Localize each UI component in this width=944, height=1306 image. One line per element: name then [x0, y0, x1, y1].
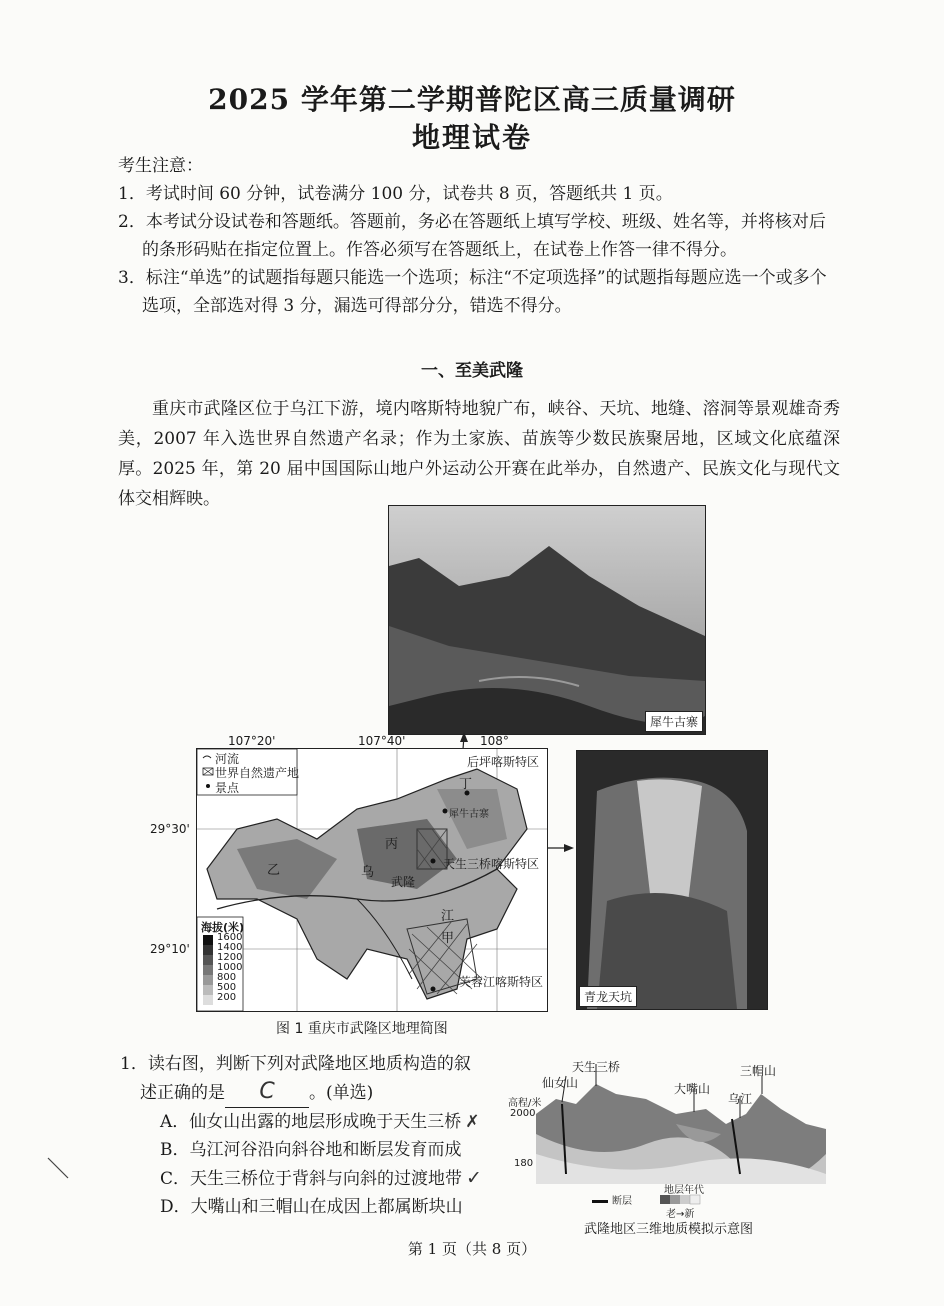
elev-value: 1000: [217, 962, 243, 973]
label-bing: 丙: [385, 837, 399, 852]
q1-option-a[interactable]: A．仙女山出露的地层形成晚于天生三桥 ✗: [160, 1112, 480, 1132]
label-tiansheng: 天生三桥喀斯特区: [443, 857, 540, 871]
label-furong: 芙蓉江喀斯特区: [459, 975, 544, 989]
elev-value: 1200: [217, 952, 243, 963]
lon-label-3: 108°: [480, 734, 509, 748]
wulong-map: [196, 748, 548, 1012]
geo-axis-label: 高程/米: [508, 1098, 542, 1109]
geo-tick-2000: 2000: [510, 1108, 536, 1119]
elev-title: 海拔(米): [201, 921, 245, 934]
elev-value: 500: [217, 982, 237, 993]
geo-label-xiannv: 仙女山: [542, 1076, 579, 1090]
q1-option-d[interactable]: D．大嘴山和三帽山在成因上都属断块山: [160, 1197, 463, 1217]
label-xiniu: 犀牛古寨: [449, 809, 489, 820]
qinglong-photo-caption: 青龙天坑: [579, 986, 637, 1007]
legend-spot: 景点: [215, 781, 240, 795]
lon-label-1: 107°20': [228, 734, 276, 748]
lat-label-1: 29°30': [150, 822, 190, 836]
exam-title-line1: 2025 学年第二学期普陀区高三质量调研: [208, 83, 736, 116]
legend-heritage: 世界自然遗产地: [215, 766, 300, 780]
label-yi: 乙: [267, 863, 281, 878]
section-intro: 重庆市武隆区位于乌江下游，境内喀斯特地貌广布，峡谷、天坑、地缝、溶洞等景观雄奇秀美，2007 年入选世界自然遗产名录；作为土家族、苗族等少数民族聚居地，区域文化底蕴深厚。2025 年，第 20 届中国国际山地户外运动公开赛在此举办，自然遗产、民族文化与现代文体交相辉映。: [118, 399, 840, 509]
label-wu: 乌: [361, 865, 375, 880]
label-houping: 后坪喀斯特区: [467, 755, 540, 769]
geo-legend-age-range: 老→新: [666, 1209, 695, 1220]
q1-handwritten-answer: C: [259, 1079, 275, 1104]
lon-label-2: 107°40': [358, 734, 406, 748]
q1-answer-blank[interactable]: [225, 1078, 309, 1108]
q1-option-b[interactable]: B．乌江河谷沿向斜谷地和断层发育而成: [160, 1140, 462, 1160]
check-mark-icon: ✓: [466, 1167, 482, 1189]
lat-label-2: 29°10': [150, 942, 190, 956]
exam-title-line2: 地理试卷: [411, 121, 532, 154]
notes-heading: 考生注意：: [118, 156, 203, 176]
xiniu-photo-caption: 犀牛古寨: [645, 711, 703, 732]
geo-label-tiansheng: 天生三桥: [572, 1060, 621, 1074]
page-footer: 第 1 页（共 8 页）: [407, 1240, 537, 1258]
geo-legend-fault: 断层: [612, 1196, 632, 1207]
elev-value: 1400: [217, 942, 243, 953]
geology-3d-figure: [508, 1054, 826, 1237]
q1-stem-line1: 1．读右图，判断下列对武隆地区地质构造的叙: [120, 1054, 471, 1074]
xiniu-village-photo: [388, 505, 706, 735]
note-item-2: 2．本考试分设试卷和答题纸。答题前，务必在答题纸上填写学校、班级、姓名等，并将核对后的条形码贴在指定位置上。作答必须写在答题纸上，在试卷上作答一律不得分。: [118, 212, 826, 260]
elev-value: 200: [217, 992, 237, 1003]
geo-label-sanmao: 三帽山: [740, 1064, 777, 1078]
note-item-3: 3．标注“单选”的试题指每题只能选一个选项；标注“不定项选择”的试题指每题应选一个或多个选项，全部选对得 3 分，漏选可得部分分，错选不得分。: [118, 268, 827, 316]
figure1-caption: 图 1 重庆市武隆区地理简图: [276, 1021, 448, 1037]
elev-value: 800: [217, 972, 237, 983]
elev-value: 1600: [217, 932, 243, 943]
legend-river: 河流: [215, 752, 240, 766]
geo-tick-180: 180: [514, 1158, 534, 1169]
q1-stem-pre: 述正确的是: [140, 1083, 225, 1103]
label-ding: 丁: [459, 777, 473, 792]
geo-label-wujiang: 乌江: [728, 1092, 753, 1106]
geo-figure-caption: 武隆地区三维地质模拟示意图: [584, 1222, 754, 1237]
section-title: 一、至美武隆: [421, 361, 523, 381]
qinglong-tiankeng-photo: [576, 750, 768, 1010]
label-jiang: 江: [441, 909, 455, 924]
question-1: [120, 1050, 540, 1221]
geo-legend-age: 地层年代: [664, 1185, 704, 1196]
q1-option-c[interactable]: C．天生三桥位于背斜与向斜的过渡地带 ✓: [160, 1167, 482, 1189]
note-item-1: 1．考试时间 60 分钟，试卷满分 100 分，试卷共 8 页，答题纸共 1 页。: [118, 184, 673, 204]
q1-stem-post: 。(单选): [309, 1083, 374, 1103]
label-wulong: 武隆: [391, 875, 416, 889]
elev-scale: [217, 933, 242, 1003]
pencil-stroke: [46, 1156, 72, 1182]
geo-label-dazui: 大嘴山: [674, 1082, 711, 1096]
q1-stem-line2: [120, 1078, 540, 1108]
candidate-notes: [118, 152, 838, 320]
label-jia: 甲: [441, 931, 455, 946]
cross-mark-icon: ✗: [465, 1112, 480, 1132]
